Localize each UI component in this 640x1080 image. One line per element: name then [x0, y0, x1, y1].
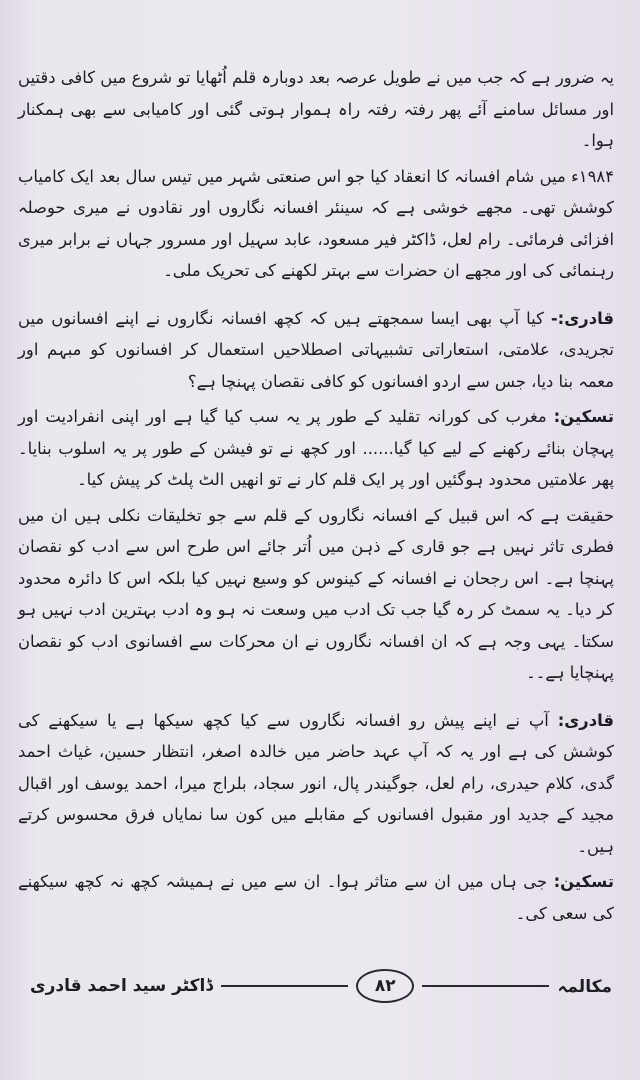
paragraph-2	[18, 161, 614, 287]
paragraph-text: یہ ضرور ہے کہ جب میں نے طویل عرصہ بعد دوبارہ قلم اُٹھایا تو شروع میں کافی دقتیں اور مسائل سامنے آئے پھر رفتہ رفتہ راہ ہموار ہوتی گئی اور کامیابی سے بھی ہمکنار ہوا۔	[18, 68, 614, 150]
footer-divider	[422, 985, 549, 987]
paragraph-4	[18, 401, 614, 496]
speaker-label: تسکین:	[553, 407, 614, 426]
body-text	[18, 62, 614, 929]
page-footer	[30, 966, 612, 1006]
paragraph-5	[18, 500, 614, 689]
paragraph-text: جی ہاں میں ان سے متاثر ہوا۔ ان سے میں نے ہمیشہ کچھ نہ کچھ سیکھنے کی سعی کی۔	[18, 872, 614, 923]
paragraph-text: حقیقت ہے کہ اس قبیل کے افسانہ نگاروں کے قلم سے جو تخلیقات نکلی ہیں ان میں فطری تاثر نہیں ہے جو قاری کے ذہن میں اُتر جائے اس طرح اس سے ادب کو نقصان پہنچا ہے۔ اس رجحان نے افسانہ کے کینوس کو وسیع نہیں کیا بلکہ اس کا دائرہ محدود کر دیا۔ یہ سمٹ کر رہ گیا جب تک ادب میں وسعت نہ ہو وہ ادب بہترین ادب نہیں ہو سکتا۔ یہی وجہ ہے کہ ان افسانہ نگاروں نے ان محرکات سے افسانوی ادب کو نقصان پہنچایا ہے۔۔	[18, 505, 614, 682]
author-name: ڈاکٹر سید احمد قادری	[29, 976, 213, 996]
page-number: ۸۲	[356, 969, 414, 1003]
speaker-label: قادری:	[557, 710, 614, 730]
paragraph-1	[18, 62, 614, 157]
paragraph-6	[18, 705, 614, 863]
speaker-label: تسکین:	[553, 872, 614, 891]
paragraph-text: آپ نے اپنے پیش رو افسانہ نگاروں سے کیا کچھ سیکھا ہے یا سیکھنے کی کوشش کی ہے اور یہ کہ آپ عہد حاضر میں خالدہ اصغر، انتظار حسین، غیاث احمد گدی، کلام حیدری، رام لعل، جوگیندر پال، انور سجاد، بلراج میرا، احمد یوسف اور اقبال مجید کے جدید اور مقبول افسانوں کے مقابلے میں کون سا نمایاں فرق محسوس کرتے ہیں۔	[18, 710, 614, 856]
paragraph-text: ۱۹۸۴ء میں شام افسانہ کا انعقاد کیا جو اس صنعتی شہر میں تیس سال بعد ایک کامیاب کوشش تھی۔ مجھے خوشی ہے کہ سینئر افسانہ نگاروں اور نقادوں نے میری حوصلہ افزائی فرمائی۔ رام لعل، ڈاکٹر فیر مسعود، عابد سہیل اور مسرور جہاں نے برابر میری رہنمائی کی اور مجھے ان حضرات سے بہتر لکھنے کی تحریک ملی۔	[18, 166, 614, 280]
speaker-label: قادری:-	[550, 308, 614, 328]
paragraph-7	[18, 866, 614, 929]
footer-divider	[221, 985, 348, 987]
paragraph-text: مغرب کی کورانہ تقلید کے طور پر یہ سب کیا گیا ہے اور اپنی انفرادیت اور پہچان بنائے رکھنے کے لیے کیا گیا...... اور کچھ نے تو فیشن کے طور پر یہ اسلوب بنایا۔ پھر علامتیں محدود ہوگئیں اور پر ایک قلم کار نے تو انھیں الٹ پلٹ کر پیش کیا۔	[18, 407, 614, 489]
paragraph-text: کیا آپ بھی ایسا سمجھتے ہیں کہ کچھ افسانہ نگاروں نے اپنے افسانوں میں تجریدی، علامتی، استعاراتی تشبیہاتی اصطلاحیں استعمال کر افسانوں کو مبہم اور معمہ بنا دیا، جس سے اردو افسانوں کو کافی نقصان پہنچا ہے؟	[18, 308, 614, 391]
book-title: مکالمہ	[557, 976, 612, 997]
paragraph-3	[18, 303, 614, 398]
